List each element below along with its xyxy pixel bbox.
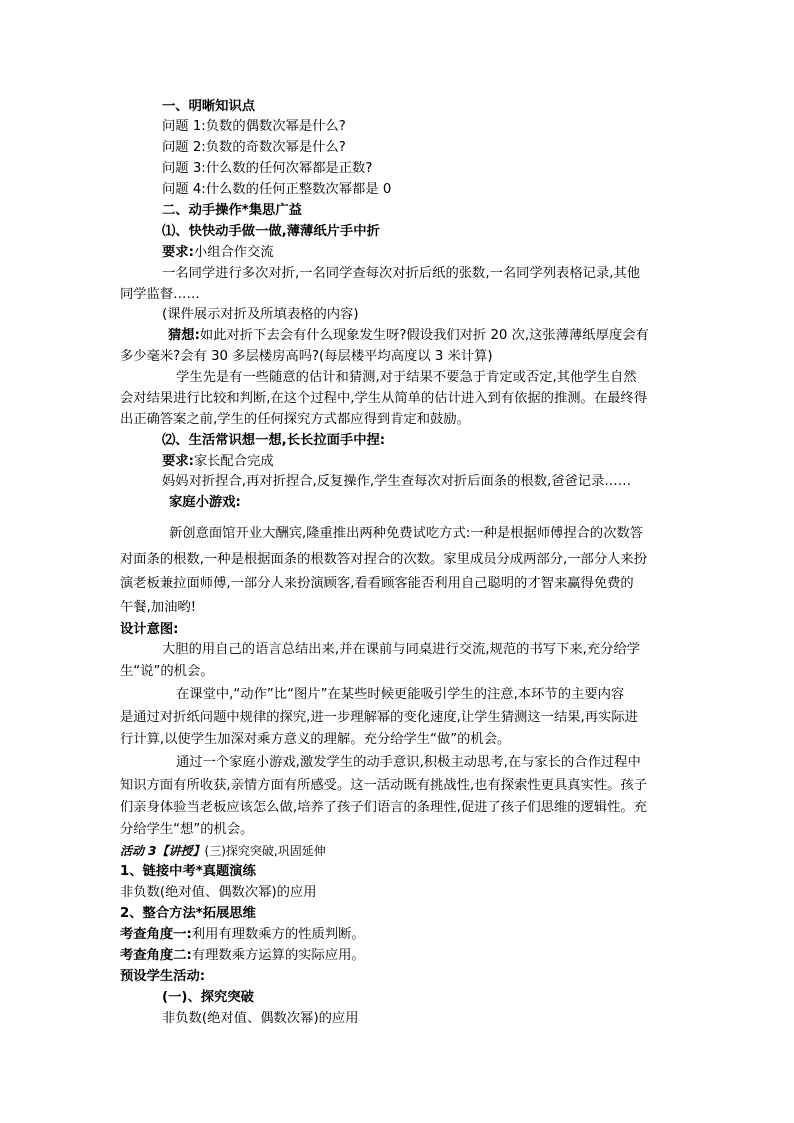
question-4: 问题 4:什么数的任何正整数次幂都是 0 xyxy=(162,182,392,197)
paragraph-line: 出正确答案之前,学生的任何探究方式都应得到肯定和鼓励。 xyxy=(120,412,470,427)
paragraph-line: 会对结果进行比较和判断,在这个过程中,学生从简单的估计进入到有依据的推测。在最终得 xyxy=(120,391,648,406)
paragraph-line: 多少毫米?会有 30 多层楼房高吗?(每层楼平均高度以 3 米计算) xyxy=(120,349,493,364)
guess-line xyxy=(168,326,649,346)
exam-angle-text: 有理数乘方运算的实际应用。 xyxy=(191,948,365,963)
paragraph-line: 同学监督…… xyxy=(120,287,200,302)
exam-angle-1 xyxy=(120,925,365,945)
requirement-label: 要求: xyxy=(162,245,194,260)
heading-exam-link: 1、链接中考*真题演练 xyxy=(120,864,256,879)
paragraph-line: 非负数(绝对值、偶数次幂)的应用 xyxy=(120,885,317,900)
paragraph-line: 在课堂中,“动作”比“图片”在某些时候更能吸引学生的注意,本环节的主要内容 xyxy=(176,687,625,702)
paragraph-line: 是通过对折纸问题中规律的探究,进一步理解幂的变化速度,让学生猜测这一结果,再实际进 xyxy=(120,710,638,725)
heading-integrate-methods: 2、整合方法*拓展思维 xyxy=(120,906,256,921)
subheading-explore: (一)、探究突破 xyxy=(162,990,254,1005)
activity-label: 活动 3【讲授】 xyxy=(120,844,205,858)
activity-title: (三)探究突破,巩固延伸 xyxy=(204,844,326,858)
paragraph-line: (课件展示对折及所填表格的内容) xyxy=(162,307,359,322)
exam-angle-2 xyxy=(120,946,365,966)
exam-angle-label: 考查角度一: xyxy=(120,927,192,942)
question-2: 问题 2:负数的奇数次幂是什么? xyxy=(162,140,346,155)
requirement-text: 家长配合完成 xyxy=(193,454,274,469)
paragraph-line: 知识方面有所收获,亲情方面有所感受。这一活动既有挑战性,也有探索性更具真实性。孩子 xyxy=(120,778,648,793)
paragraph-line: 一名同学进行多次对折,一名同学查每次对折后纸的张数,一名同学列表格记录,其他 xyxy=(162,266,641,281)
question-1: 问题 1:负数的偶数次幂是什么? xyxy=(162,119,346,134)
guess-label: 猜想: xyxy=(168,328,200,343)
heading-design-intent: 设计意图: xyxy=(120,622,179,637)
paragraph-line: 分给学生“想”的机会。 xyxy=(120,822,254,837)
subheading-noodles: ⑵、生活常识想一想,长长拉面手中捏: xyxy=(162,433,386,448)
paragraph-line: 大胆的用自己的语言总结出来,并在课前与同桌进行交流,规范的书写下来,充分给学 xyxy=(162,642,641,657)
paragraph-line: 午餐,加油哟! xyxy=(120,600,197,615)
paragraph-line: 妈妈对折捏合,再对折捏合,反复操作,学生查每次对折后面条的根数,爸爸记录…… xyxy=(162,474,631,489)
requirement-1 xyxy=(162,243,274,263)
question-3: 问题 3:什么数的任何次幂都是正数? xyxy=(162,161,373,176)
guess-text: 如此对折下去会有什么现象发生呀?假设我们对折 20 次,这张薄薄纸厚度会有 xyxy=(199,328,649,343)
paragraph-line: 非负数(绝对值、偶数次幂)的应用 xyxy=(162,1011,359,1026)
paragraph-line: 行计算,以使学生加深对乘方意义的理解。充分给学生“做”的机会。 xyxy=(120,732,511,747)
requirement-2 xyxy=(162,452,274,472)
heading-preset-activities: 预设学生活动: xyxy=(120,969,206,984)
requirement-label: 要求: xyxy=(162,454,194,469)
heading-knowledge-points: 一、明晰知识点 xyxy=(162,99,256,114)
paragraph-line: 演老板兼拉面师傅,一部分人来扮演顾客,看看顾客能否利用自己聪明的才智来赢得免费的 xyxy=(120,576,634,591)
paragraph-line: 对面条的根数,一种是根据面条的根数答对捏合的次数。家里成员分成两部分,一部分人来扮 xyxy=(120,552,648,567)
paragraph-line: 们亲身体验当老板应该怎么做,培养了孩子们语言的条理性,促进了孩子们思维的逻辑性。充 xyxy=(120,800,648,815)
paragraph-line: 通过一个家庭小游戏,激发学生的动手意识,积极主动思考,在与家长的合作过程中 xyxy=(176,755,641,770)
subheading-family-game: 家庭小游戏: xyxy=(169,495,241,510)
exam-angle-label: 考查角度二: xyxy=(120,948,192,963)
paragraph-line: 新创意面馆开业大酬宾,隆重推出两种免费试吃方式:一种是根据师傅捏合的次数答 xyxy=(169,526,644,541)
paragraph-line: 学生先是有一些随意的估计和猜测,对于结果不要急于肯定或否定,其他学生自然 xyxy=(176,370,637,385)
activity-3-line xyxy=(120,841,326,861)
heading-hands-on: 二、动手操作*集思广益 xyxy=(162,203,302,218)
exam-angle-text: 利用有理数乘方的性质判断。 xyxy=(191,927,365,942)
requirement-text: 小组合作交流 xyxy=(193,245,274,260)
paragraph-line: 生“说”的机会。 xyxy=(120,664,214,679)
subheading-fold-paper: ⑴、快快动手做一做,薄薄纸片手中折 xyxy=(162,224,380,239)
